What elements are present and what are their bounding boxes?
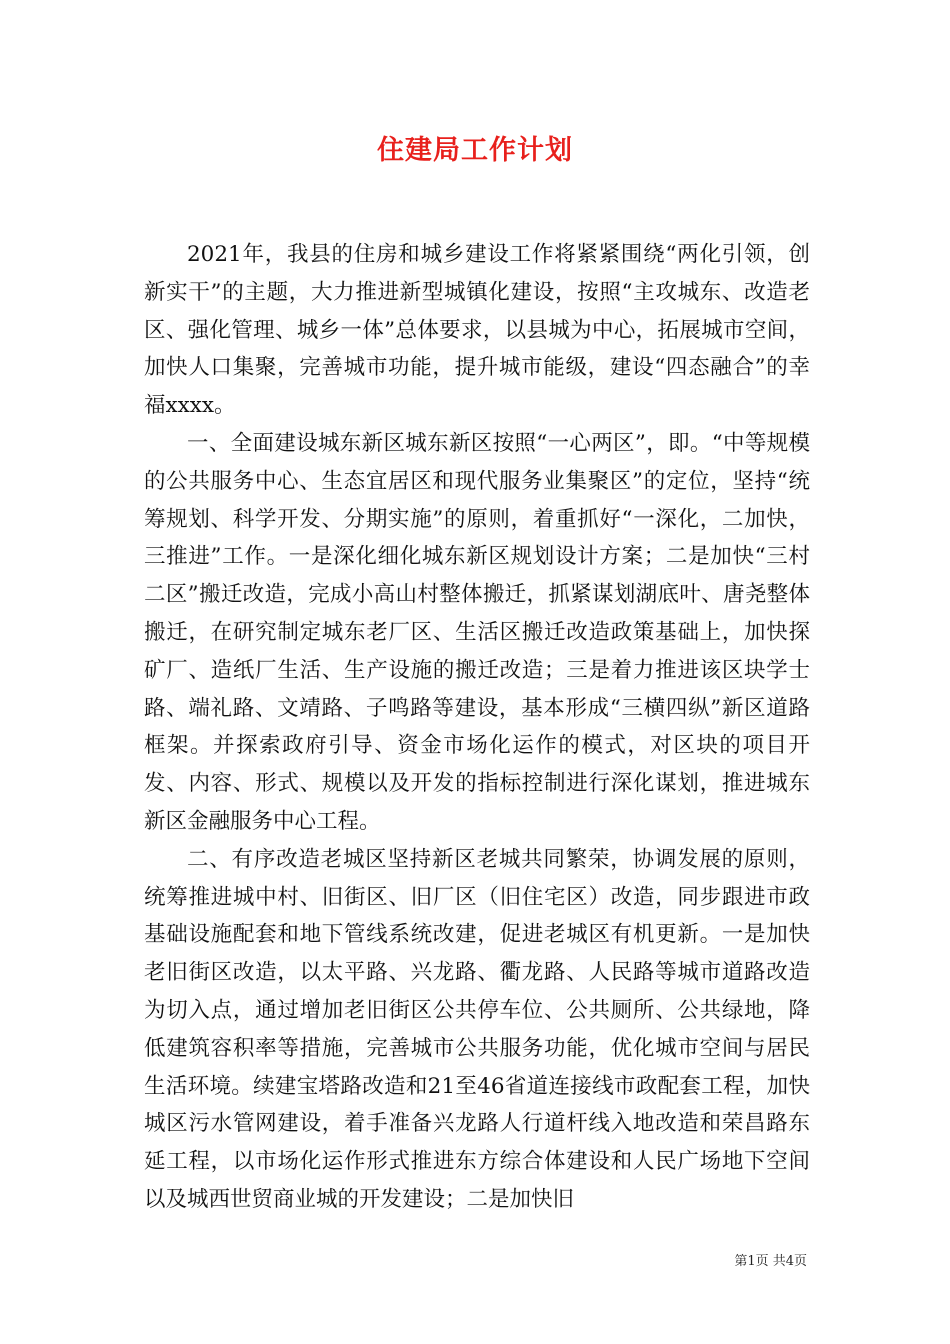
paragraph-intro: 2021年，我县的住房和城乡建设工作将紧紧围绕“两化引领，创新实干”的主题，大力推进新型城镇化建设，按照“主攻城东、改造老区、强化管理、城乡一体”总体要求，以县城为中心，拓展城市空间，加快人口集聚，完善城市功能，提升城市能级，建设“四态融合”的幸福xxxx。 [144,242,810,419]
page-number-footer: 第1页 共4页 [734,1254,807,1269]
document-title: 住建局工作计划 [377,135,573,166]
paragraph-section-1: 一、全面建设城东新区城东新区按照“一心两区”，即。“中等规模的公共服务中心、生态宜居区和现代服务业集聚区”的定位，坚持“统筹规划、科学开发、分期实施”的原则，着重抓好“一深化，二加快，三推进”工作。一是深化细化城东新区规划设计方案；二是加快“三村二区”搬迁改造，完成小高山村整体搬迁，抓紧谋划湖底叶、唐尧整体搬迁，在研究制定城东老厂区、生活区搬迁改造政策基础上，加快探矿厂、造纸厂生活、生产设施的搬迁改造；三是着力推进该区块学士路、端礼路、文靖路、子鸣路等建设，基本形成“三横四纵”新区道路框架。并探索政府引导、资金市场化运作的模式，对区块的项目开发、内容、形式、规模以及开发的指标控制进行深化谋划，推进城东新区金融服务中心工程。 [144,430,810,834]
document-body [144,236,810,1219]
paragraph-section-2: 二、有序改造老城区坚持新区老城共同繁荣，协调发展的原则，统筹推进城中村、旧街区、旧厂区（旧住宅区）改造，同步跟进市政基础设施配套和地下管线系统改建，促进老城区有机更新。一是加快老旧街区改造，以太平路、兴龙路、衢龙路、人民路等城市道路改造为切入点，通过增加老旧街区公共停车位、公共厕所、公共绿地，降低建筑容积率等措施，完善城市公共服务功能，优化城市空间与居民生活环境。续建宝塔路改造和21至46省道连接线市政配套工程，加快城区污水管网建设，着手准备兴龙路人行道杆线入地改造和荣昌路东延工程，以市场化运作形式推进东方综合体建设和人民广场地下空间以及城西世贸商业城的开发建设；二是加快旧 [144,846,810,1212]
